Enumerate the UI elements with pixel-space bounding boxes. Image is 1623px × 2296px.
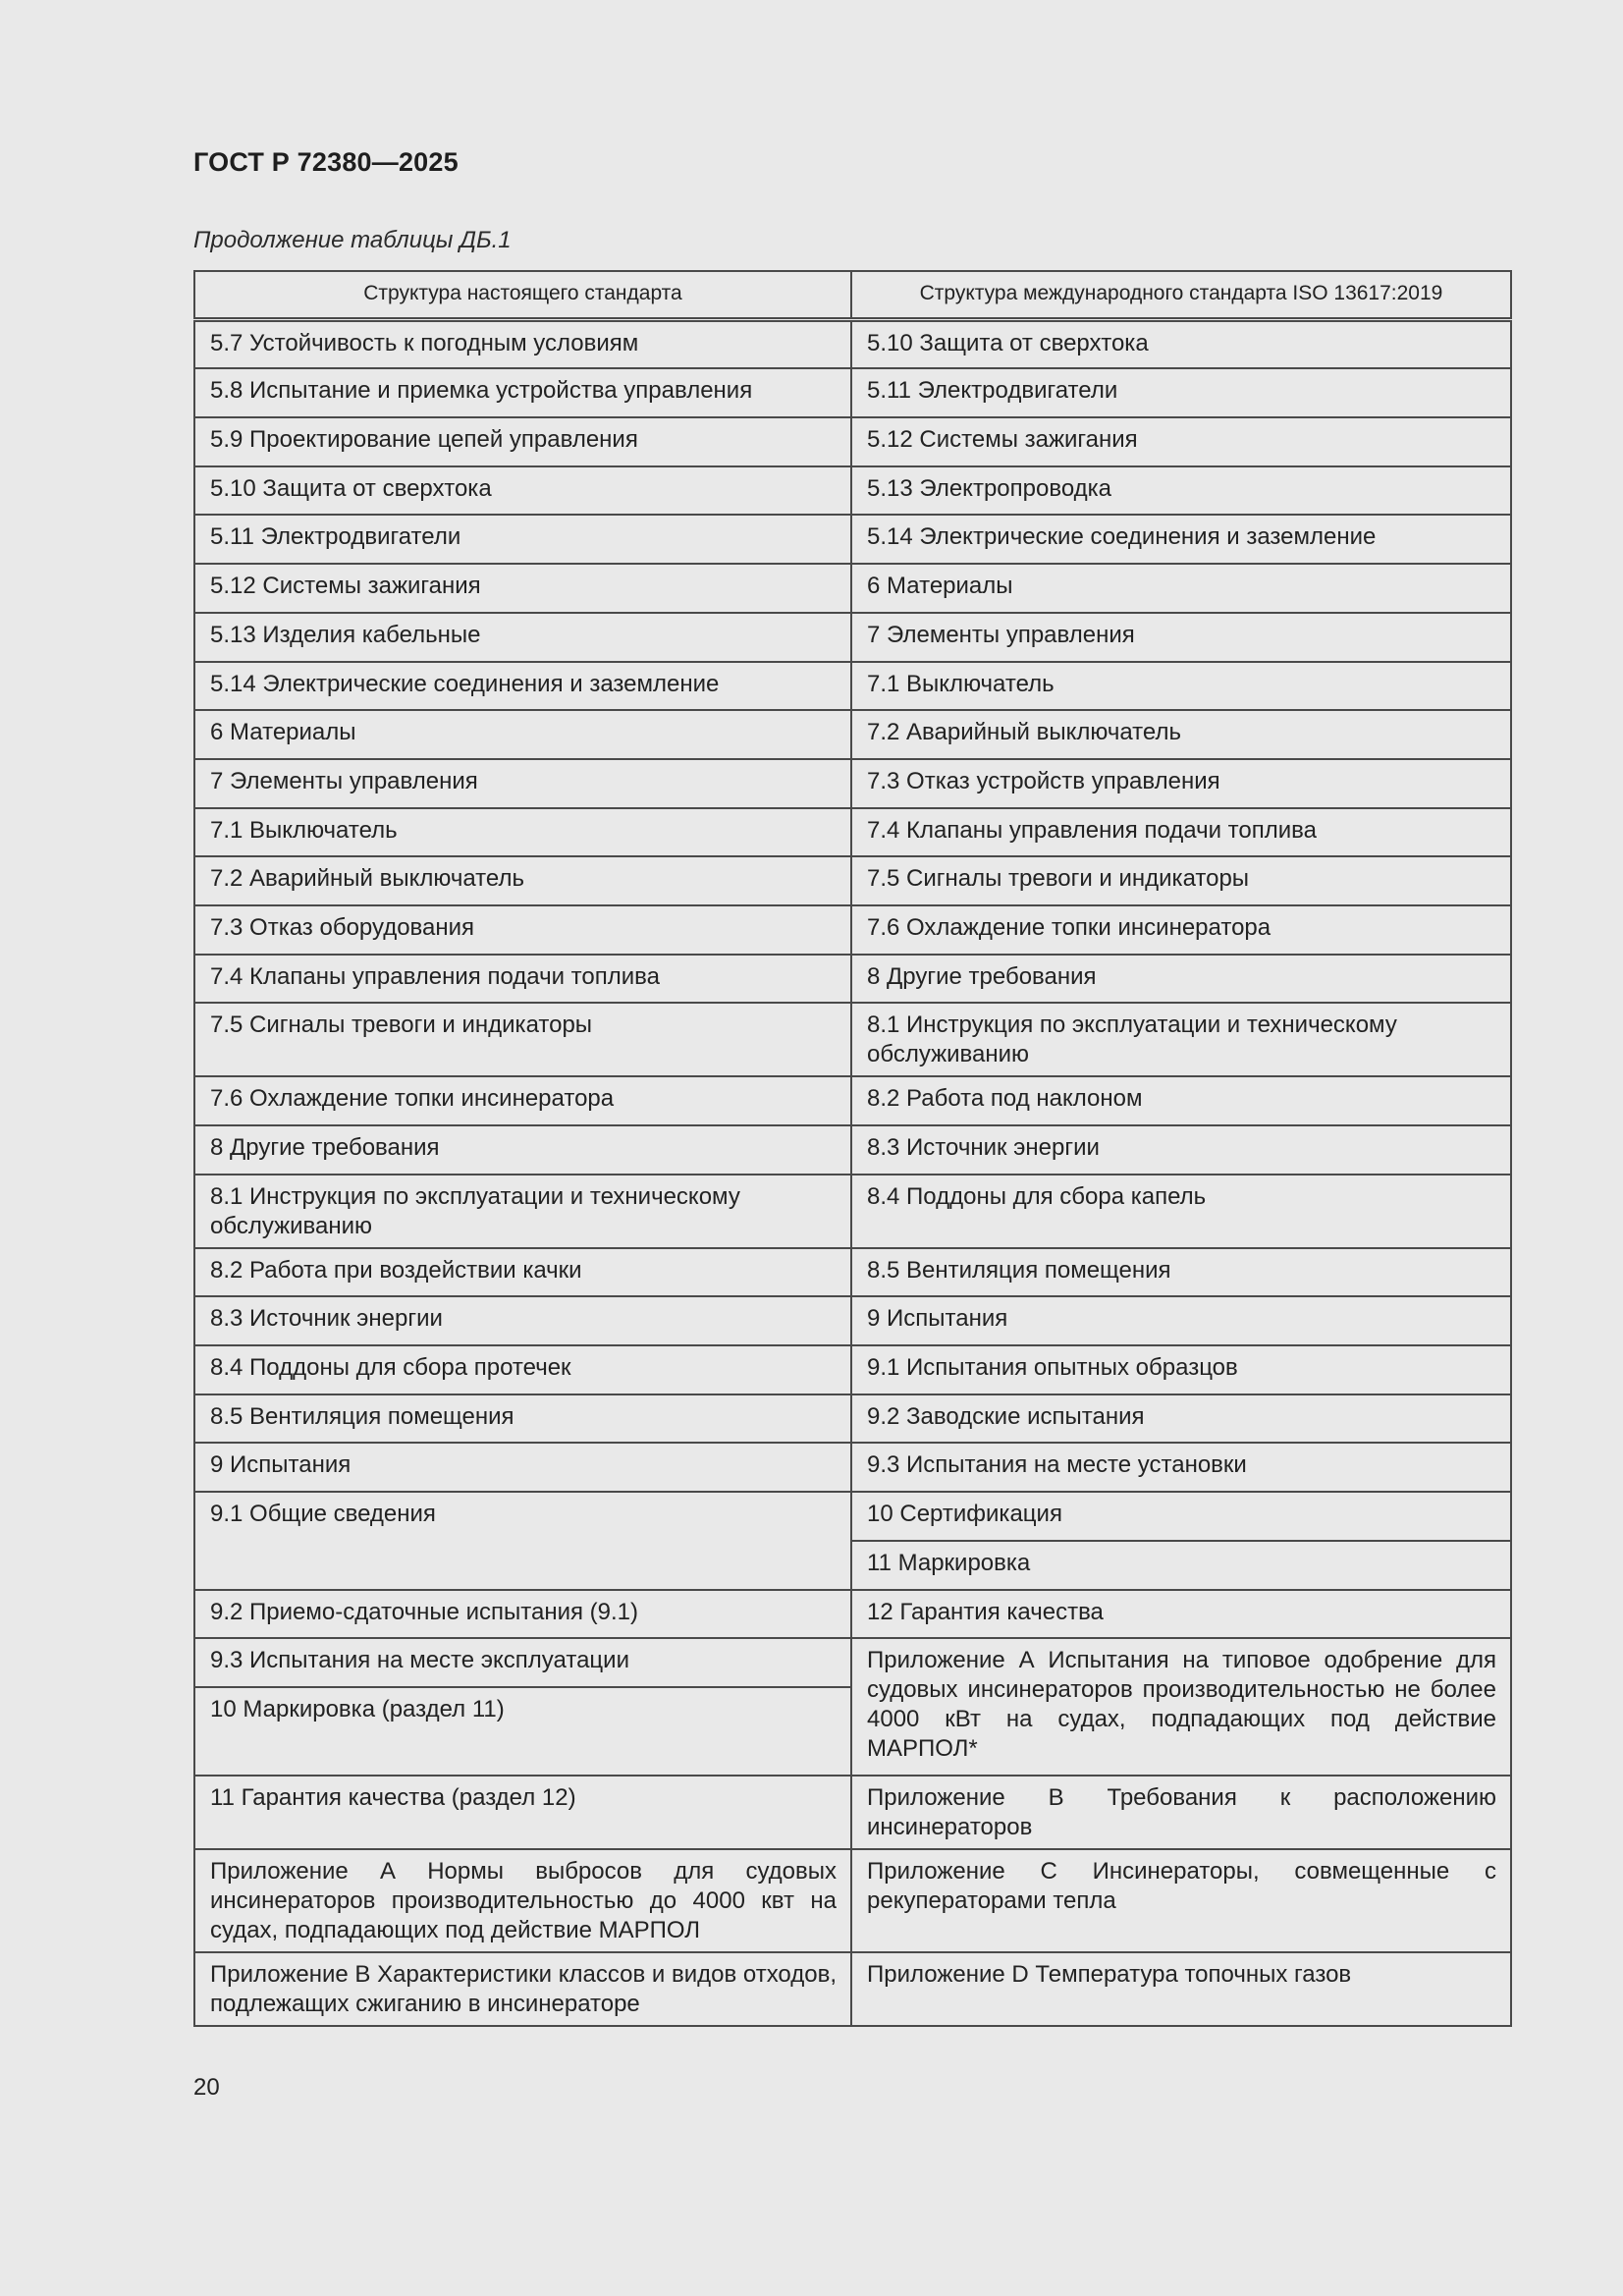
document-code: ГОСТ Р 72380—2025 — [193, 147, 459, 177]
table-row — [194, 417, 1511, 466]
cell-international: 7.1 Выключатель — [851, 662, 1511, 711]
cell-national: 5.7 Устойчивость к погодным условиям — [194, 320, 851, 369]
cell-national: 8.3 Источник энергии — [194, 1296, 851, 1345]
cell-national: 9.3 Испытания на месте эксплуатации — [194, 1638, 851, 1687]
table-row — [194, 1638, 1511, 1687]
table-row — [194, 466, 1511, 516]
cell-national: 6 Материалы — [194, 710, 851, 759]
cell-national: 8.2 Работа при воздействии качки — [194, 1248, 851, 1297]
cell-national: 7.4 Клапаны управления подачи топлива — [194, 955, 851, 1004]
cell-national: 5.10 Защита от сверхтока — [194, 466, 851, 516]
cell-international: Приложение С Инсинераторы, совмещенные с рекуператорами тепла — [851, 1849, 1511, 1952]
cell-international: 6 Материалы — [851, 564, 1511, 613]
cell-international: Приложение D Температура топочных газов — [851, 1952, 1511, 2026]
cell-international: 8.3 Источник энергии — [851, 1125, 1511, 1175]
cell-national: 7.6 Охлаждение топки инсинератора — [194, 1076, 851, 1125]
cell-national: 8 Другие требования — [194, 1125, 851, 1175]
cell-national: 7.5 Сигналы тревоги и индикаторы — [194, 1003, 851, 1076]
cell-international: 10 Сертификация — [851, 1492, 1511, 1541]
cell-national: 9 Испытания — [194, 1443, 851, 1492]
cell-international: 7.2 Аварийный выключатель — [851, 710, 1511, 759]
cell-international: 5.12 Системы зажигания — [851, 417, 1511, 466]
table-row — [194, 955, 1511, 1004]
structure-comparison-table — [193, 270, 1512, 2027]
cell-national: 5.12 Системы зажигания — [194, 564, 851, 613]
column-header-national: Структура настоящего стандарта — [194, 271, 851, 320]
cell-national: 8.1 Инструкция по эксплуатации и техническому обслуживанию — [194, 1175, 851, 1248]
table-row — [194, 856, 1511, 905]
cell-international: 5.14 Электрические соединения и заземление — [851, 515, 1511, 564]
table-row — [194, 759, 1511, 808]
table-row — [194, 1125, 1511, 1175]
table-row — [194, 613, 1511, 662]
table-row — [194, 710, 1511, 759]
cell-international: 7 Элементы управления — [851, 613, 1511, 662]
table-row — [194, 1849, 1511, 1952]
table-row — [194, 808, 1511, 857]
cell-national: 7.3 Отказ оборудования — [194, 905, 851, 955]
cell-international: 7.5 Сигналы тревоги и индикаторы — [851, 856, 1511, 905]
table-row — [194, 1776, 1511, 1849]
table-row — [194, 564, 1511, 613]
page-number: 20 — [193, 2074, 220, 2101]
table-row — [194, 368, 1511, 417]
cell-international: 8.5 Вентиляция помещения — [851, 1248, 1511, 1297]
cell-national: 11 Гарантия качества (раздел 12) — [194, 1776, 851, 1849]
table-header-row — [194, 271, 1511, 320]
table-row — [194, 1296, 1511, 1345]
cell-international: 8.2 Работа под наклоном — [851, 1076, 1511, 1125]
cell-international: 5.11 Электродвигатели — [851, 368, 1511, 417]
cell-international: 7.4 Клапаны управления подачи топлива — [851, 808, 1511, 857]
cell-national: 9.2 Приемо-сдаточные испытания (9.1) — [194, 1590, 851, 1639]
table-row — [194, 1394, 1511, 1444]
cell-international: 9.2 Заводские испытания — [851, 1394, 1511, 1444]
table-row — [194, 662, 1511, 711]
cell-national: 5.8 Испытание и приемка устройства управления — [194, 368, 851, 417]
cell-national: Приложение А Нормы выбросов для судовых инсинераторов производительностью до 4000 квт на судах, подпадающих под действие МАРПОЛ — [194, 1849, 851, 1952]
table-row — [194, 1076, 1511, 1125]
cell-national: Приложение В Характеристики классов и видов отходов, подлежащих сжиганию в инсинераторе — [194, 1952, 851, 2026]
table-row — [194, 1952, 1511, 2026]
cell-international: 9.3 Испытания на месте установки — [851, 1443, 1511, 1492]
cell-international: Приложение А Испытания на типовое одобрение для судовых инсинераторов производительностью не более 4000 кВт на судах, подпадающих под действие МАРПОЛ* — [851, 1638, 1511, 1776]
cell-national: 7 Элементы управления — [194, 759, 851, 808]
cell-national: 5.14 Электрические соединения и заземление — [194, 662, 851, 711]
column-header-international: Структура международного стандарта ISO 13617:2019 — [851, 271, 1511, 320]
cell-international: 9.1 Испытания опытных образцов — [851, 1345, 1511, 1394]
cell-international: 8 Другие требования — [851, 955, 1511, 1004]
cell-international: 5.10 Защита от сверхтока — [851, 320, 1511, 369]
table-row — [194, 1248, 1511, 1297]
cell-national: 5.9 Проектирование цепей управления — [194, 417, 851, 466]
table-row — [194, 1003, 1511, 1076]
cell-national: 7.2 Аварийный выключатель — [194, 856, 851, 905]
table-row — [194, 1443, 1511, 1492]
cell-international: 7.6 Охлаждение топки инсинератора — [851, 905, 1511, 955]
cell-international: 5.13 Электропроводка — [851, 466, 1511, 516]
cell-international: 11 Маркировка — [851, 1541, 1511, 1590]
cell-international: Приложение В Требования к расположению инсинераторов — [851, 1776, 1511, 1849]
cell-national: 9.1 Общие сведения — [194, 1492, 851, 1589]
cell-national: 8.4 Поддоны для сбора протечек — [194, 1345, 851, 1394]
table-row — [194, 1345, 1511, 1394]
table-row — [194, 1175, 1511, 1248]
cell-national: 10 Маркировка (раздел 11) — [194, 1687, 851, 1776]
cell-international: 8.4 Поддоны для сбора капель — [851, 1175, 1511, 1248]
table-row — [194, 1492, 1511, 1541]
cell-international: 7.3 Отказ устройств управления — [851, 759, 1511, 808]
table-row — [194, 320, 1511, 369]
cell-national: 7.1 Выключатель — [194, 808, 851, 857]
table-row — [194, 515, 1511, 564]
cell-national: 5.11 Электродвигатели — [194, 515, 851, 564]
cell-international: 12 Гарантия качества — [851, 1590, 1511, 1639]
cell-national: 5.13 Изделия кабельные — [194, 613, 851, 662]
table-row — [194, 1590, 1511, 1639]
cell-national: 8.5 Вентиляция помещения — [194, 1394, 851, 1444]
table-row — [194, 905, 1511, 955]
cell-international: 8.1 Инструкция по эксплуатации и техническому обслуживанию — [851, 1003, 1511, 1076]
table-caption: Продолжение таблицы ДБ.1 — [193, 227, 512, 253]
cell-international: 9 Испытания — [851, 1296, 1511, 1345]
